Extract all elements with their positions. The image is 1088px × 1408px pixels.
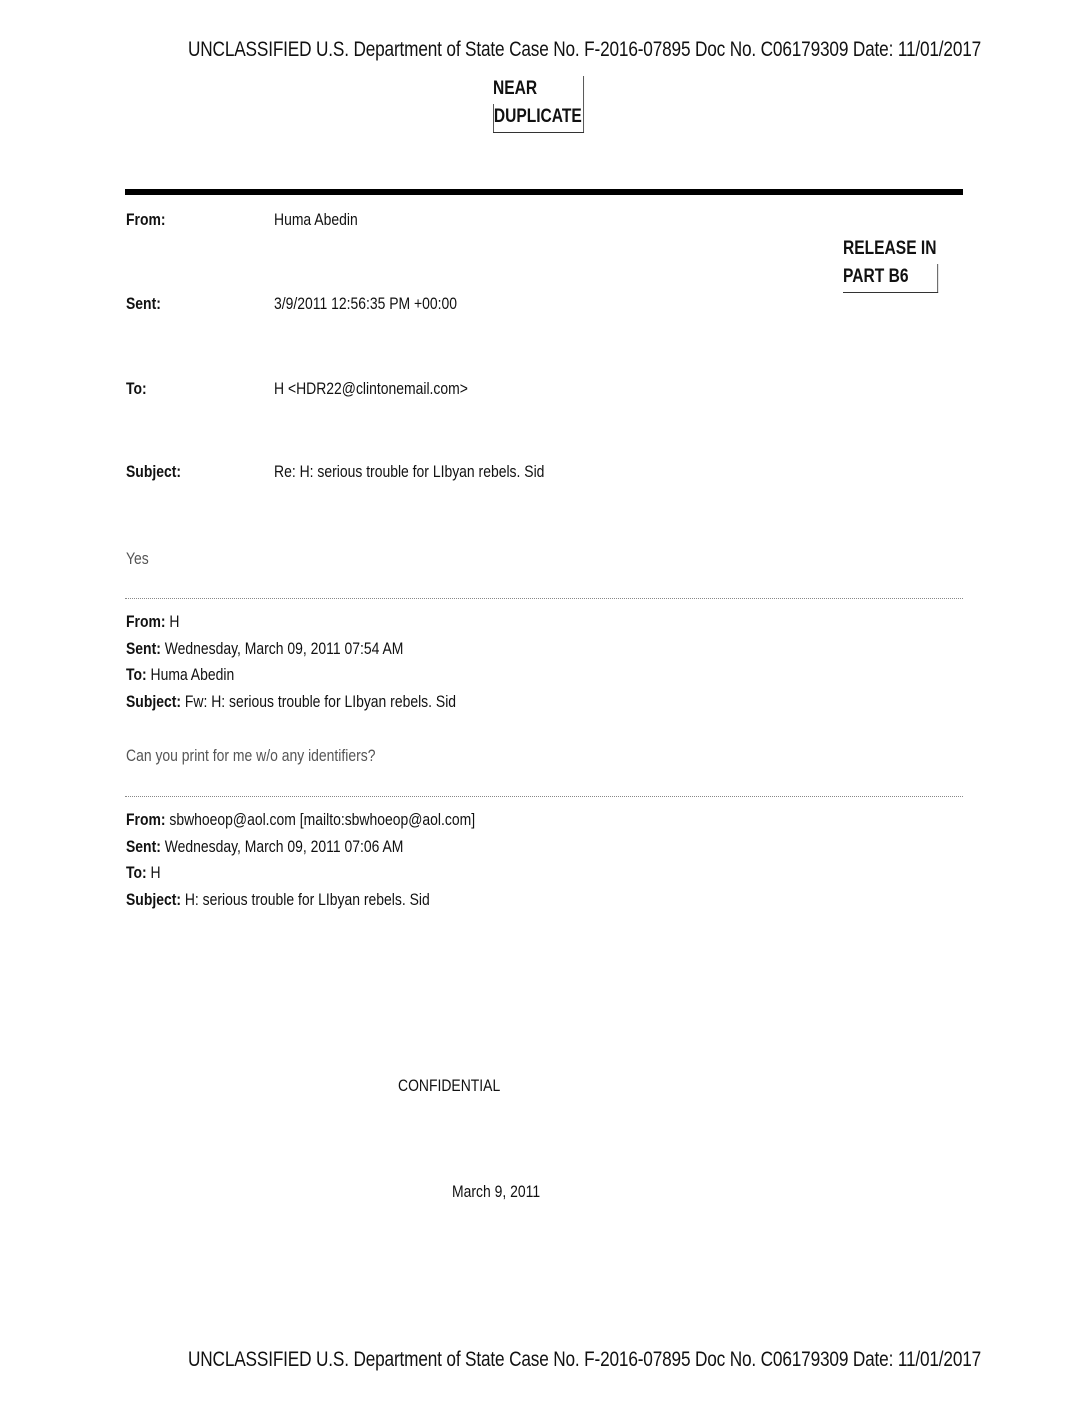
near-duplicate-stamp	[493, 76, 584, 133]
subject-value: Re: H: serious trouble for LIbyan rebels. Sid	[274, 462, 545, 481]
classification-footer: UNCLASSIFIED U.S. Department of State Case No. F-2016-07895 Doc No. C06179309 Date: 11/01/2017	[188, 1348, 982, 1371]
header-rule	[125, 189, 963, 195]
fwd1-sent-label: Sent:	[126, 638, 161, 658]
fwd2-from-value: sbwhoeop@aol.com [mailto:sbwhoeop@aol.com]	[165, 810, 476, 829]
release-stamp	[843, 236, 938, 293]
fwd1-subject-value: Fw: H: serious trouble for LIbyan rebels. Sid	[180, 691, 457, 711]
stamp-duplicate: DUPLICATE	[493, 104, 584, 133]
subject-label: Subject:	[126, 462, 181, 481]
fwd1-body: Can you print for me w/o any identifiers?	[126, 746, 376, 765]
forward-block-1	[126, 609, 456, 715]
stamp-near: NEAR	[493, 76, 584, 104]
fwd2-sent-label: Sent:	[126, 836, 161, 856]
separator	[125, 598, 963, 599]
fwd1-to-label: To:	[126, 665, 147, 684]
fwd2-from-label: From:	[126, 810, 166, 829]
from-label: From:	[126, 210, 166, 229]
fwd1-subject-label: Subject:	[126, 691, 181, 711]
classification-header: UNCLASSIFIED U.S. Department of State Case No. F-2016-07895 Doc No. C06179309 Date: 11/01/2017	[188, 38, 982, 61]
fwd2-to-value: H	[146, 863, 161, 882]
date-line: March 9, 2011	[452, 1182, 541, 1201]
sent-label: Sent:	[126, 294, 161, 313]
fwd1-from-value: H	[165, 612, 180, 631]
fwd2-subject-value: H: serious trouble for LIbyan rebels. Sid	[180, 889, 430, 909]
fwd2-to-label: To:	[126, 863, 147, 882]
fwd1-from-label: From:	[126, 612, 166, 631]
fwd1-sent-value: Wednesday, March 09, 2011 07:54 AM	[160, 638, 404, 658]
fwd1-to-value: Huma Abedin	[146, 665, 235, 684]
reply-body: Yes	[126, 549, 149, 568]
to-label: To:	[126, 379, 147, 398]
from-value: Huma Abedin	[274, 210, 358, 229]
sent-value: 3/9/2011 12:56:35 PM +00:00	[274, 294, 458, 313]
confidential-marking: CONFIDENTIAL	[398, 1076, 501, 1095]
fwd2-subject-label: Subject:	[126, 889, 181, 909]
fwd2-sent-value: Wednesday, March 09, 2011 07:06 AM	[160, 836, 404, 856]
release-line1: RELEASE IN	[843, 238, 937, 259]
release-line2: PART B6	[843, 264, 938, 293]
separator	[125, 796, 963, 797]
to-value: H <HDR22@clintonemail.com>	[274, 379, 468, 398]
forward-block-2	[126, 807, 475, 913]
